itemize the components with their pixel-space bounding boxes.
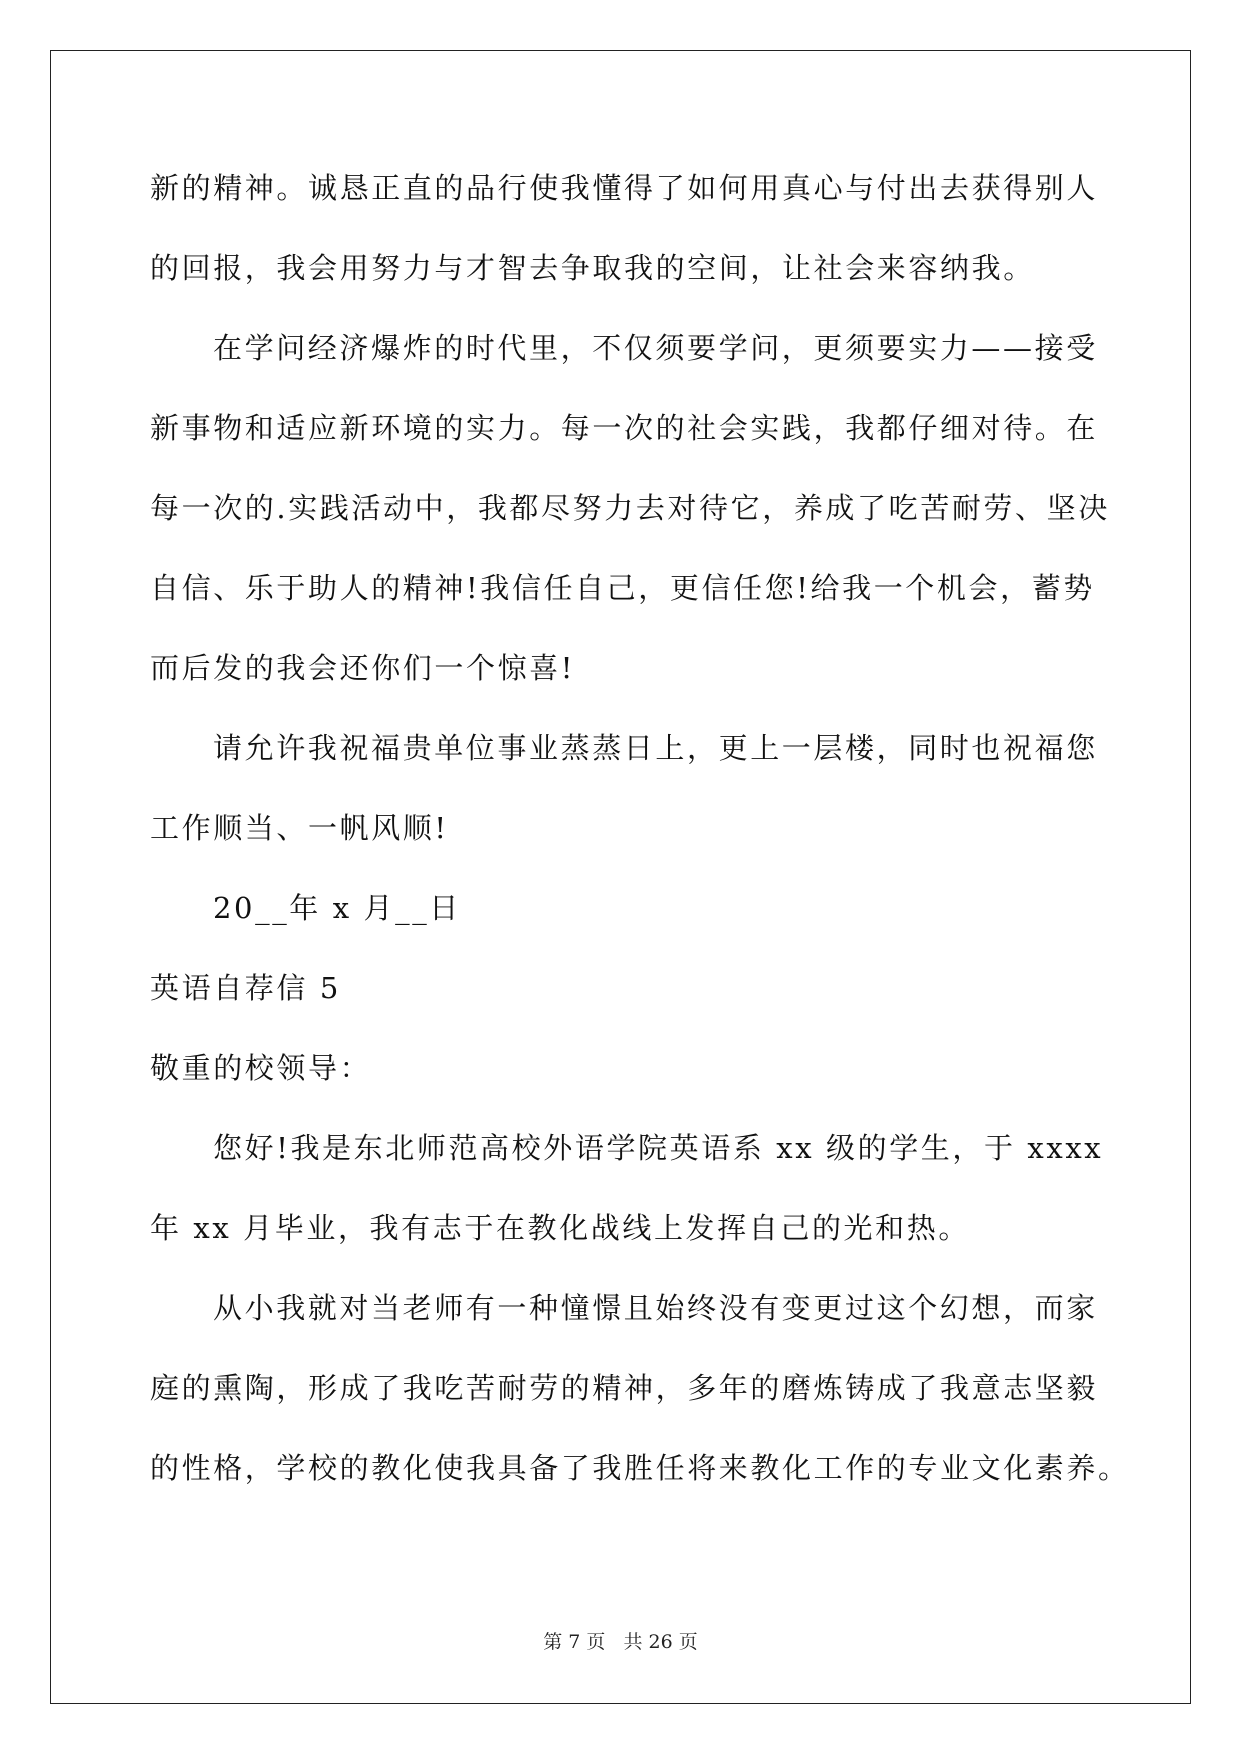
body-line-9: 工作顺当、一帆风顺! <box>150 811 449 845</box>
body-line-16: 庭的熏陶，形成了我吃苦耐劳的精神，多年的磨炼铸成了我意志坚毅 <box>150 1371 1099 1405</box>
salutation: 敬重的校领导： <box>150 1051 372 1085</box>
section-heading: 英语自荐信 5 <box>150 971 341 1005</box>
body-line-1: 新的精神。诚恳正直的品行使我懂得了如何用真心与付出去获得别人 <box>150 171 1099 205</box>
page-number: 第 7 页 <box>543 1631 606 1653</box>
body-line-4: 新事物和适应新环境的实力。每一次的社会实践，我都仔细对待。在 <box>150 411 1099 445</box>
body-line-17: 的性格，学校的教化使我具备了我胜任将来教化工作的专业文化素养。 <box>150 1451 1130 1485</box>
body-line-2: 的回报，我会用努力与才智去争取我的空间，让社会来容纳我。 <box>150 251 1035 285</box>
paragraph-start-line: 在学问经济爆炸的时代里，不仅须要学问，更须要实力——接受 <box>213 331 1098 365</box>
paragraph-start-line: 从小我就对当老师有一种憧憬且始终没有变更过这个幻想，而家 <box>213 1291 1098 1325</box>
body-line-7: 而后发的我会还你们一个惊喜! <box>150 651 576 685</box>
body-line-5: 每一次的.实践活动中，我都尽努力去对待它，养成了吃苦耐劳、坚决 <box>150 491 1110 525</box>
closing-wish-line: 请允许我祝福贵单位事业蒸蒸日上，更上一层楼，同时也祝福您 <box>213 731 1098 765</box>
body-line-6: 自信、乐于助人的精神!我信任自己，更信任您!给我一个机会，蓄势 <box>150 571 1095 605</box>
body-line-14: 年 xx 月毕业，我有志于在教化战线上发挥自己的光和热。 <box>150 1211 970 1245</box>
page-footer <box>0 1630 1241 1654</box>
greeting-line: 您好!我是东北师范高校外语学院英语系 xx 级的学生，于 xxxx <box>213 1131 1104 1165</box>
date-line: 20__年 x 月__日 <box>213 891 461 925</box>
page-total: 共 26 页 <box>623 1631 698 1653</box>
